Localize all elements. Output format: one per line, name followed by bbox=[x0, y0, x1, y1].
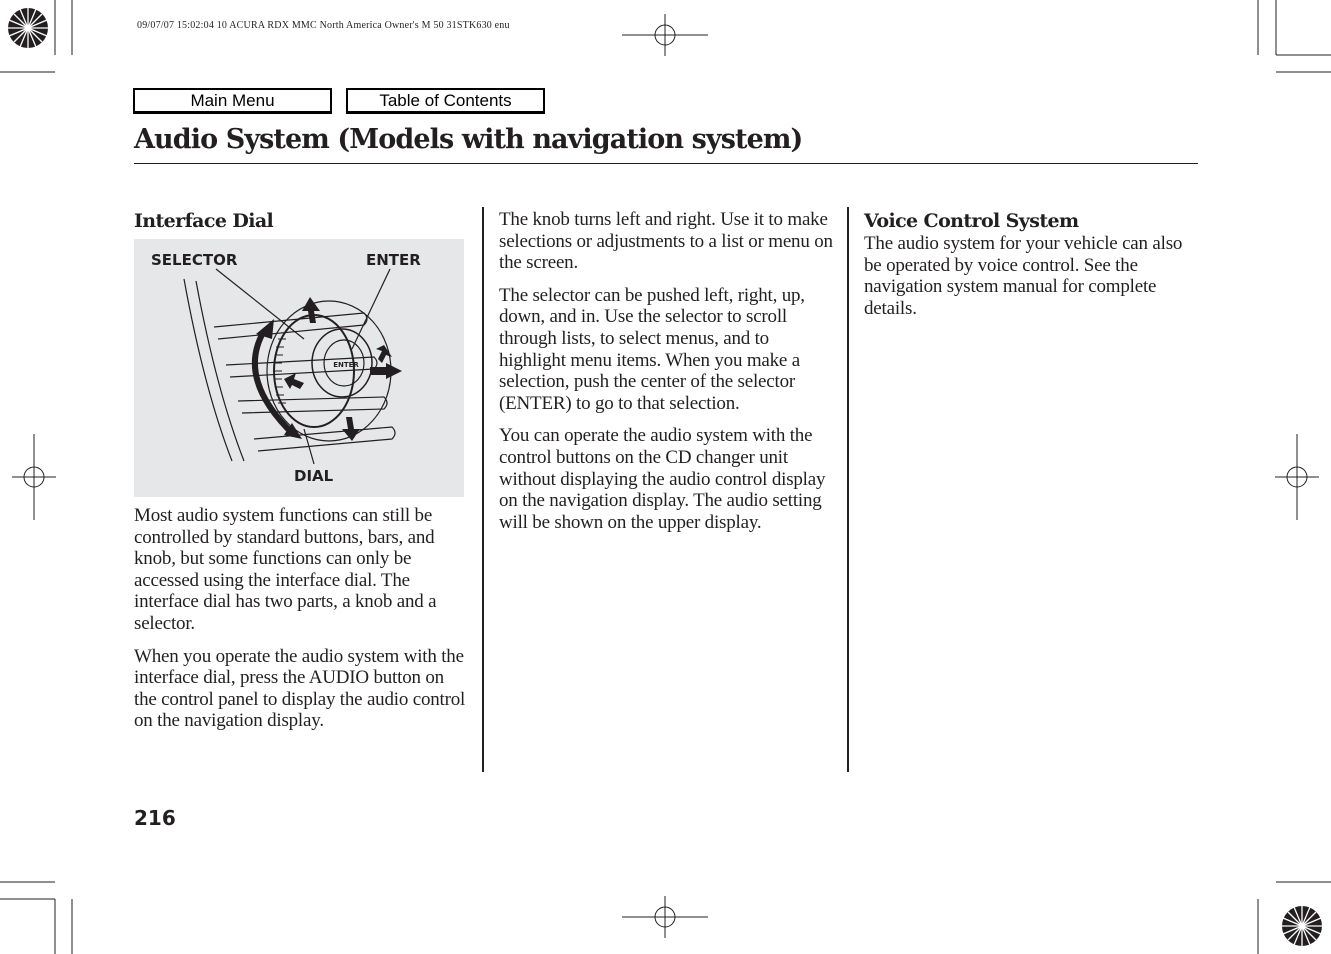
page-number: 216 bbox=[134, 806, 176, 830]
paragraph: You can operate the audio system with the control buttons on the CD changer unit without displaying the audio control display on the navigation display. The audio setting will be shown on the upper display. bbox=[499, 425, 826, 533]
interface-dial-figure bbox=[134, 239, 464, 497]
figure-label-enter: ENTER bbox=[366, 251, 421, 269]
interface-dial-illustration bbox=[134, 239, 464, 497]
paragraph: When you operate the audio system with the interface dial, press the AUDIO button on the control panel to display the audio control on the navigation display. bbox=[134, 645, 466, 732]
paragraph: The knob turns left and right. Use it to make selections or adjustments to a list or menu on the screen. bbox=[499, 209, 833, 274]
column-2 bbox=[499, 209, 834, 544]
crosshair-top bbox=[622, 14, 708, 56]
print-header: 09/07/07 15:02:04 10 ACURA RDX MMC North America Owner's M 50 31STK630 enu bbox=[137, 20, 510, 31]
starburst-top-left bbox=[8, 8, 48, 48]
knob-enter-text: ENTER bbox=[333, 361, 359, 369]
paragraph: The selector can be pushed left, right, up, down, and in. Use the selector to scroll through lists, to select menus, and to highlight menu items. When you make a selection, push the center of the selector (ENTER) to go to that selection. bbox=[499, 284, 805, 414]
crosshair-bottom bbox=[622, 896, 708, 938]
paragraph: The audio system for your vehicle can also be operated by voice control. See the navigation system manual for complete details. bbox=[864, 233, 1183, 319]
page-title: Audio System (Models with navigation system) bbox=[134, 124, 803, 155]
column-divider-1 bbox=[482, 207, 484, 772]
figure-label-dial: DIAL bbox=[294, 467, 334, 485]
title-divider bbox=[134, 163, 1198, 164]
starburst-bottom-right bbox=[1282, 906, 1322, 946]
column-divider-2 bbox=[847, 207, 849, 772]
table-of-contents-button[interactable]: Table of Contents bbox=[346, 88, 545, 114]
main-menu-button[interactable]: Main Menu bbox=[133, 88, 332, 114]
column-1 bbox=[134, 209, 469, 743]
section-heading-voice-control: Voice Control System bbox=[864, 210, 1079, 232]
column-3 bbox=[864, 209, 1199, 330]
crosshair-left bbox=[12, 434, 56, 520]
section-heading-interface-dial: Interface Dial bbox=[134, 210, 274, 232]
crosshair-right bbox=[1275, 434, 1319, 520]
figure-label-selector: SELECTOR bbox=[151, 251, 238, 269]
paragraph: Most audio system functions can still be controlled by standard buttons, bars, and knob, but some functions can only be accessed using the interface dial. The interface dial has two parts, a knob and a selector. bbox=[134, 505, 437, 634]
